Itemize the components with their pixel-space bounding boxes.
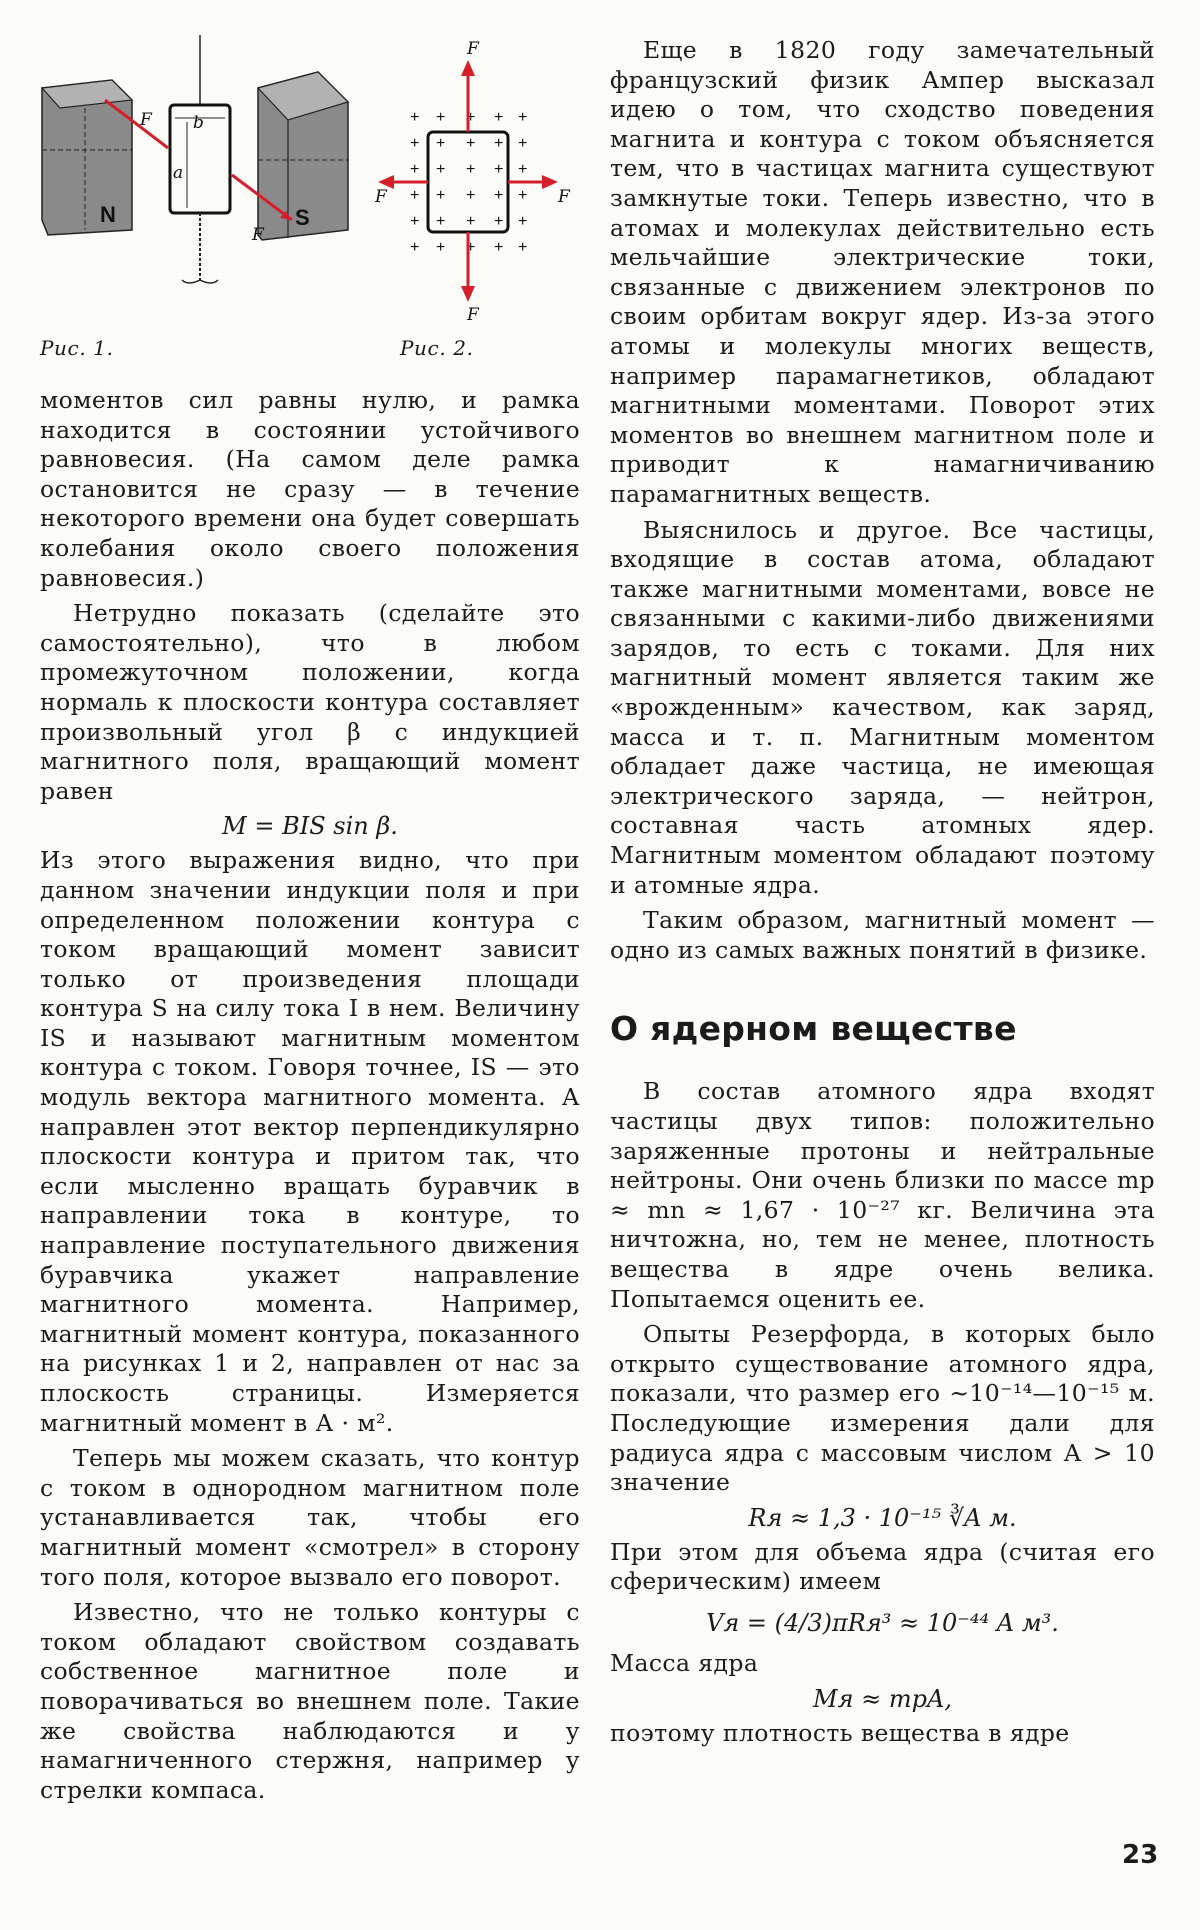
svg-text:+: + [494,161,504,178]
force-label-left: F [375,187,387,207]
svg-text:+: + [518,239,528,256]
figure-1 [30,30,360,320]
force-label-right: F [558,187,570,207]
force-label-bottom: F [252,225,264,245]
side-b-label: b [193,113,204,133]
svg-text:+: + [466,187,476,204]
right-column [610,36,1155,1748]
svg-text:+: + [494,135,504,152]
svg-text:+: + [410,109,420,126]
south-pole-label: S [295,205,310,230]
svg-text:+: + [494,187,504,204]
right-paragraph-1: Еще в 1820 году замечательный французский физик Ампер высказал идею о том, что сходство поведения магнита и контура с током объясняется тем, что в частицах магнита существуют замкнутые токи. Теперь известно, что в атомах и молекулах действительно есть мельчайшие электрические токи, связанные с движением электронов по своим орбитам вокруг ядер. Из-за этого атомы и молекулы многих веществ, например парамагнетиков, обладают магнитными моментами. Поворот этих моментов во внешнем магнитном поле и приводит к намагничиванию парамагнитных веществ. [610,36,1155,508]
formula-volume: Vя = (4/3)πRя³ ≈ 10⁻⁴⁴ A м³. [706,1608,1059,1637]
svg-text:+: + [518,213,528,230]
formula-radius: Rя ≈ 1,3 · 10⁻¹⁵ ∛A м. [748,1503,1017,1532]
right-paragraph-2: Выяснилось и другое. Все частицы, входящие в состав атома, обладают также магнитными моментами, вовсе не связанными с какими-либо движениями зарядов, то есть с токами. Для них магнитный момент является таким же «врожденным» качеством, как заряд, масса и т. п. Магнитным моментом обладает даже частица, не имеющая электрического заряда, — нейтрон, составная часть атомных ядер. Магнитным моментом обладают поэтому и атомные ядра. [610,515,1155,899]
figure-1-caption: Рис. 1. [40,336,114,360]
svg-text:+: + [518,109,528,126]
svg-text:+: + [466,161,476,178]
svg-text:+: + [466,109,476,126]
left-paragraph-2: Нетрудно показать (сделайте это самостоятельно), что в любом промежуточном положении, когда нормаль к плоскости контура составляет произвольный угол β с индукцией магнитного поля, вращающий момент равен [40,599,580,805]
right-paragraph-7: Масса ядра [610,1648,759,1677]
left-paragraph-5: Известно, что не только контуры с током обладают свойством создавать собственное магнитное поле и поворачиваться во внешнем поле. Такие же свойства наблюдаются и у намагниченного стержня, например у стрелки компаса. [40,1598,580,1804]
svg-text:+: + [410,239,420,256]
force-label-down: F [467,305,479,320]
svg-text:+: + [494,239,504,256]
svg-text:+: + [436,161,446,178]
right-paragraph-3: Таким образом, магнитный момент — одно из самых важных понятий в физике. [610,906,1155,964]
left-column [40,386,580,1805]
svg-text:+: + [466,135,476,152]
formula-mass: Mя ≈ mpA, [813,1684,952,1713]
force-label-top: F [140,110,152,130]
svg-text:+: + [410,161,420,178]
page-number: 23 [1122,1840,1159,1870]
right-paragraph-8: поэтому плотность вещества в ядре [610,1718,1070,1747]
svg-text:+: + [466,239,476,256]
right-paragraph-5: Опыты Резерфорда, в которых было открыто существование атомного ядра, показали, что размер его ~10⁻¹⁴—10⁻¹⁵ м. Последующие измерения дали для радиуса ядра с массовым числом A > 10 значение [610,1320,1155,1497]
svg-text:+: + [518,135,528,152]
figure-2 [370,30,580,320]
right-paragraph-6: При этом для объема ядра (считая его сферическим) имеем [610,1537,1155,1596]
left-paragraph-3: Из этого выражения видно, что при данном значении индукции поля и при определенном положении контура с током вращающий момент зависит только от произведения площади контура S на силу тока I в нем. Величину IS и называют магнитным моментом контура с током. Говоря точнее, IS — это модуль вектора магнитного момента. А направлен этот вектор перпендикулярно плоскости контура и притом так, что если мысленно вращать буравчик в направлении тока в контуре, то направление поступательного движения буравчика укажет направление магнитного момента. Например, магнитный момент контура, показанного на рисунках 1 и 2, направлен от нас за плоскость страницы. Измеряется магнитный момент в А · м². [40,846,580,1437]
north-pole-label: N [100,202,116,227]
svg-text:+: + [518,187,528,204]
svg-text:+: + [436,213,446,230]
svg-text:+: + [466,213,476,230]
figure-2-caption: Рис. 2. [400,336,474,360]
side-a-label: a [173,163,184,183]
left-paragraph-4: Теперь мы можем сказать, что контур с током в однородном магнитном поле устанавливается так, чтобы его магнитный момент «смотрел» в сторону того поля, которое вызвало его поворот. [40,1444,580,1591]
left-paragraph-1: моментов сил равны нулю, и рамка находится в состоянии устойчивого равновесия. (На самом деле рамка остановится не сразу — в течение некоторого времени она будет совершать колебания около своего положения равновесия.) [40,386,580,592]
svg-text:+: + [436,187,446,204]
right-paragraph-4: В состав атомного ядра входят частицы двух типов: положительно заряженные протоны и нейтральные нейтроны. Они очень близки по массе mp ≈ mn ≈ 1,67 · 10⁻²⁷ кг. Величина эта ничтожна, но, тем не менее, плотность вещества в ядре очень велика. Попытаемся оценить ее. [610,1077,1155,1313]
svg-text:+: + [436,239,446,256]
section-heading: О ядерном веществе [610,1009,1017,1049]
svg-text:+: + [494,109,504,126]
svg-text:+: + [410,187,420,204]
force-label-up: F [467,39,479,59]
svg-text:+: + [410,135,420,152]
svg-text:+: + [518,161,528,178]
svg-text:+: + [436,109,446,126]
svg-text:+: + [494,213,504,230]
svg-text:+: + [436,135,446,152]
svg-text:+: + [410,213,420,230]
formula-torque: M = BIS sin β. [222,812,398,841]
